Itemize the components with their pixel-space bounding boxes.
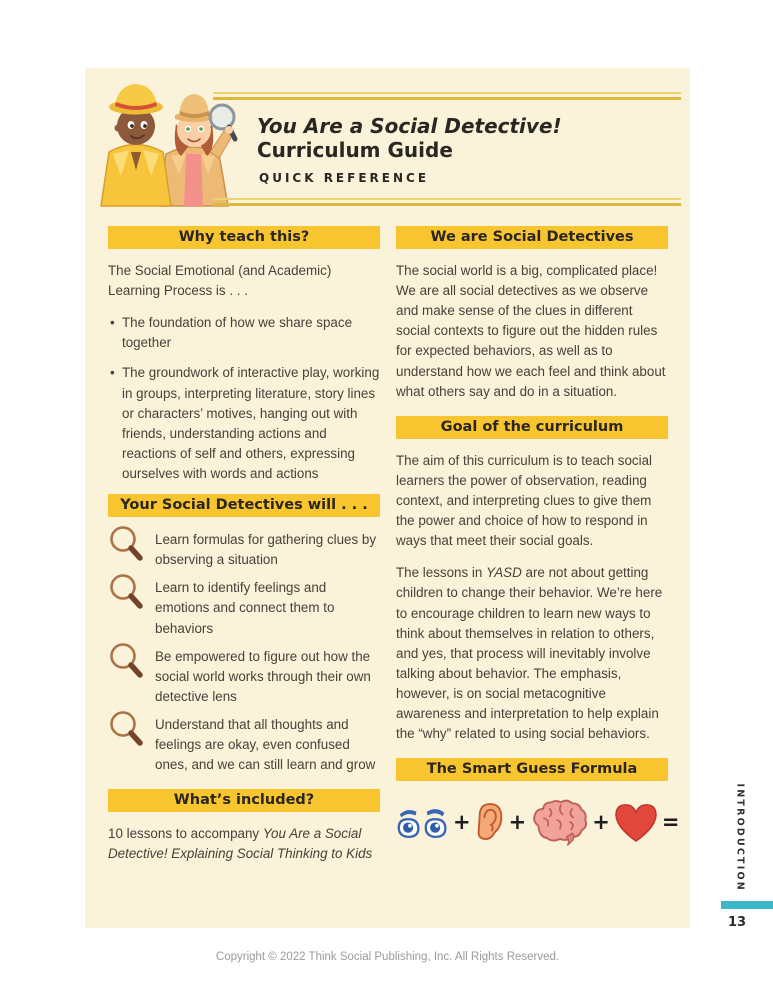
detective-item-text: Understand that all thoughts and feelings are okay, even confused ones, and we can still learn and grow	[155, 716, 376, 773]
eyes-icon	[396, 802, 450, 842]
content-columns	[108, 226, 680, 877]
page-number: 13	[727, 915, 747, 930]
detective-item-text: Be empowered to figure out how the social world works through their own detective lens	[155, 648, 371, 704]
gold-rule-top-thick	[213, 97, 681, 100]
list-item: • The foundation of how we share space together	[108, 313, 380, 353]
why-teach-bullet-list	[108, 313, 380, 484]
boy-detective	[101, 84, 171, 206]
magnifier-bullet-icon	[108, 525, 148, 569]
section-heading-detectives-will: Your Social Detectives will . . .	[108, 494, 380, 517]
left-column	[108, 226, 380, 877]
yasd-abbreviation: YASD	[486, 565, 522, 581]
plus-operator: +	[592, 809, 610, 834]
ear-icon	[474, 800, 506, 844]
page-title-italic: You Are a Social Detective!	[257, 114, 562, 138]
included-prefix: 10 lessons to accompany	[108, 826, 263, 842]
magnifier-bullet-icon	[108, 710, 148, 754]
curriculum-guide-page	[85, 68, 690, 928]
page-subtitle: QUICK REFERENCE	[259, 171, 430, 185]
page-title-regular: Curriculum Guide	[257, 138, 453, 162]
section-heading-goal: Goal of the curriculum	[396, 416, 668, 439]
gold-rule-bottom-thin	[213, 198, 681, 200]
we-are-body: The social world is a big, complicated place! We are all social detectives as we observe and make sense of the clues in different social contexts to figure out the hidden rules for expected behaviors, as well as to understand how we each feel and think about what others say and do in a situation.	[396, 263, 666, 399]
book-title: You Are a Social Detective! Explaining Social Thinking to Kids	[108, 826, 373, 862]
heart-icon	[613, 801, 659, 843]
goal-paragraph-1: The aim of this curriculum is to teach social learners the power of observation, reading context, and interpreting clues to give them the power and choice of how to respond in ways that meet their social goals.	[396, 452, 653, 549]
gold-rule-bottom-thick	[213, 203, 681, 206]
section-heading-we-are-detectives: We are Social Detectives	[396, 226, 668, 249]
why-teach-intro: The Social Emotional (and Academic) Learning Process is . . .	[108, 263, 332, 299]
section-heading-whats-included: What’s included?	[108, 789, 380, 812]
detective-item-text: Learn to identify feelings and emotions and connect them to behaviors	[155, 580, 335, 636]
smart-guess-formula-row	[396, 797, 680, 847]
section-heading-why-teach-this: Why teach this?	[108, 226, 380, 249]
copyright-notice: Copyright © 2022 Think Social Publishing, Inc. All Rights Reserved.	[215, 951, 560, 963]
chapter-accent-bar	[721, 901, 773, 909]
list-item	[108, 577, 380, 638]
detective-item-text: Learn formulas for gathering clues by observing a situation	[155, 532, 377, 568]
list-item	[108, 714, 380, 775]
chapter-sidebar-label: INTRODUCTION	[734, 783, 746, 892]
plus-operator: +	[453, 809, 471, 834]
goal-para2-prefix: The lessons in	[396, 565, 487, 581]
goal-paragraph-2	[396, 563, 668, 744]
section-heading-smart-guess-formula: The Smart Guess Formula	[396, 758, 668, 781]
list-item	[108, 646, 380, 707]
header	[213, 92, 681, 206]
magnifier-bullet-icon	[108, 573, 148, 617]
equals-operator: =	[661, 809, 680, 834]
gold-rule-top-thin	[213, 92, 681, 94]
goal-para2-suffix: are not about getting children to change their behavior. We’re here to encourage children to learn new ways to think about themselves in relation to others, and yes, that process will inevitably involve talking about behavior. The emphasis, however, is on social metacognitive awareness and interpretation to help explain the “why” related to using social behaviors.	[396, 565, 663, 742]
brain-icon	[529, 797, 589, 847]
list-item: • The groundwork of interactive play, working in groups, interpreting literature, story lines or characters’ motives, hanging out with friends, understanding actions and reactions of self and others, expressing ourselves with words and actions	[108, 363, 380, 484]
magnifier-bullet-icon	[108, 642, 148, 686]
page-title	[257, 114, 681, 162]
plus-operator: +	[508, 809, 527, 834]
whats-included-text	[108, 824, 380, 864]
right-column	[396, 226, 680, 877]
list-item	[108, 529, 380, 570]
